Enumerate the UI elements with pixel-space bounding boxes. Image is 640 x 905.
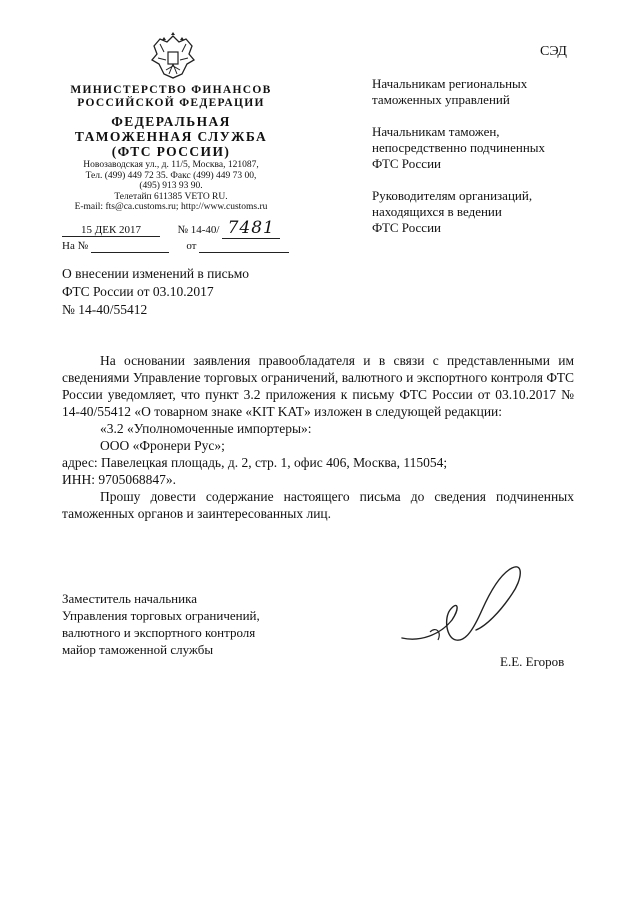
contact-address: Новозаводская ул., д. 11/5, Москва, 121087, xyxy=(83,160,259,170)
recipient-line: Руководителям организаций, xyxy=(372,188,533,203)
position-line: майор таможенной службы xyxy=(62,642,214,657)
sed-mark: СЭД xyxy=(540,44,567,59)
signatory-name: Е.Е. Егоров xyxy=(500,654,565,669)
recipient-regional-directorates xyxy=(372,76,592,108)
recipient-line: непосредственно подчиненных xyxy=(372,140,546,155)
subject-line-2: ФТС России от 03.10.2017 xyxy=(62,284,214,299)
recipient-organizations xyxy=(372,188,592,236)
quote-line-4: ИНН: 9705068847». xyxy=(62,472,176,487)
recipient-line: Начальникам региональных xyxy=(372,76,528,91)
letter-subject xyxy=(62,265,322,319)
ministry-line-2: РОССИЙСКОЙ ФЕДЕРАЦИИ xyxy=(77,97,265,109)
agency-name xyxy=(66,114,276,159)
coat-of-arms-emblem-icon xyxy=(146,30,200,82)
position-line: Заместитель начальника xyxy=(62,591,197,606)
position-line: валютного и экспортного контроля xyxy=(62,625,256,640)
handwritten-signature xyxy=(400,560,530,660)
body-paragraph-1: На основании заявления правообладателя и в связи с представленными им сведениями Управление торговых ограничений, валютного и экспортного контроля ФТС России уведомляет, что пункт 3.2 приложения к письму ФТС России от 03.10.2017 № 14-40/55412 «О товарном знаке «KIT KAT» изложен в следующей редакции: xyxy=(62,353,574,419)
registration-date: 15 ДЕК 2017 xyxy=(62,224,160,237)
registration-number-handwritten: 7481 xyxy=(222,218,280,239)
position-line: Управления торговых ограничений, xyxy=(62,608,260,623)
ministry-line-1: МИНИСТЕРСТВО ФИНАНСОВ xyxy=(70,84,272,96)
recipient-line: ФТС России xyxy=(372,220,441,235)
recipient-customs-houses xyxy=(372,124,592,172)
subject-line-1: О внесении изменений в письмо xyxy=(62,266,250,281)
contact-email: E-mail: fts@ca.customs.ru; http://www.customs.ru xyxy=(74,202,268,213)
registration-date-number xyxy=(62,218,280,239)
body-paragraph-2: Прошу довести содержание настоящего письма до сведения подчиненных таможенных органов и заинтересованных лиц. xyxy=(62,489,574,521)
contact-phone-2: (495) 913 93 90. xyxy=(139,181,203,192)
agency-line-3: (ФТС РОССИИ) xyxy=(111,144,231,159)
recipient-line: Начальникам таможен, xyxy=(372,124,500,139)
signatory-position xyxy=(62,590,342,658)
agency-line-2: ТАМОЖЕННАЯ СЛУЖБА xyxy=(74,129,268,144)
contact-phone: Тел. (499) 449 72 35. Факс (499) 449 73 00, xyxy=(85,170,257,181)
recipient-line: таможенных управлений xyxy=(372,92,510,107)
registration-number-prefix: № 14-40/ xyxy=(177,224,220,236)
reply-reference xyxy=(62,240,289,253)
from-label: от xyxy=(186,240,197,252)
agency-contacts xyxy=(66,160,276,213)
letter-body xyxy=(62,352,574,522)
reply-label: На № xyxy=(62,240,89,252)
quote-line-2: ООО «Фронери Рус»; xyxy=(100,438,225,453)
subject-line-3: № 14-40/55412 xyxy=(62,302,148,317)
contact-teletype: Телетайп 611385 VETO RU. xyxy=(114,191,228,202)
agency-line-1: ФЕДЕРАЛЬНАЯ xyxy=(111,114,231,129)
recipient-line: находящихся в ведении xyxy=(372,204,502,219)
recipient-line: ФТС России xyxy=(372,156,441,171)
quote-line-3: адрес: Павелецкая площадь, д. 2, стр. 1, офис 406, Москва, 115054; xyxy=(62,455,448,470)
ministry-name xyxy=(66,84,276,110)
quote-line-1: «3.2 «Уполномоченные импортеры»: xyxy=(100,421,312,436)
